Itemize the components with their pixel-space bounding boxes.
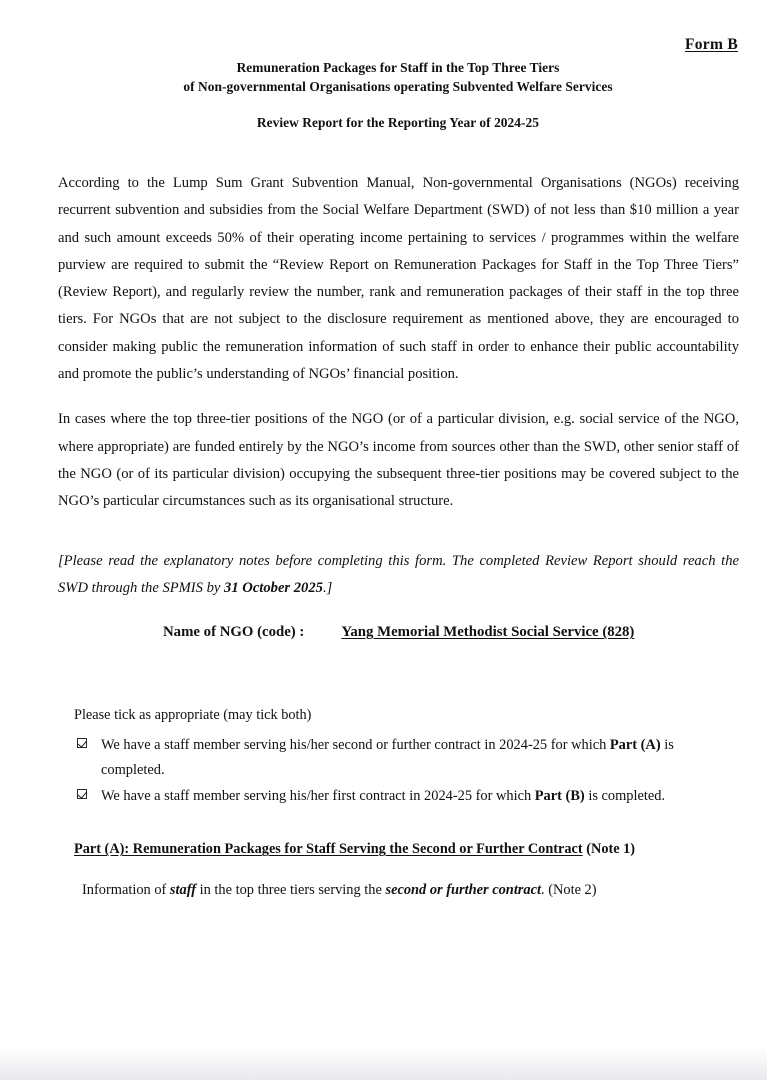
part-a-sub-after: . (Note 2) — [541, 882, 597, 899]
checkbox-part-a-icon[interactable] — [77, 738, 87, 748]
tick-item-bold: Part (A) — [609, 737, 661, 754]
ngo-name-line — [58, 624, 739, 641]
part-a-sub-emphasis-staff: staff — [169, 882, 197, 899]
document-body — [58, 170, 739, 901]
tick-item-text-before: We have a staff member serving his/her second or further contract in 2024-25 for which — [101, 737, 610, 754]
part-a-sub-emphasis-contract: second or further contract — [385, 882, 541, 899]
tick-item-text-before: We have a staff member serving his/her first contract in 2024-25 for which — [101, 787, 535, 804]
list-item — [74, 784, 711, 808]
tick-prompt: Please tick as appropriate (may tick both) — [74, 707, 312, 724]
document-title-line-2: of Non-governmental Organisations operating Subvented Welfare Services — [183, 79, 613, 94]
form-tag: Form B — [684, 36, 738, 53]
document-title-line-1: Remuneration Packages for Staff in the Top Three Tiers — [236, 60, 560, 75]
instruction-note — [58, 548, 739, 603]
instruction-note-after: .] — [322, 579, 333, 596]
document-title-block — [58, 58, 738, 96]
instruction-note-before: [Please read the explanatory notes before completing this form. The completed Review Report should reach the SWD through the SPMIS by — [58, 552, 739, 596]
intro-paragraph-1: According to the Lump Sum Grant Subvention Manual, Non-governmental Organisations (NGOs) receiving recurrent subvention and subsidies from the Social Welfare Department (SWD) of not less than $10 million a year and such amount exceeds 50% of their operating income pertaining to services / programmes within the welfare purview are required to submit the “Review Report on Remuneration Packages for Staff in the Top Three Tiers” (Review Report), and regularly review the number, rank and remuneration packages of their staff in the top three tiers. For NGOs that are not subject to the disclosure requirement as mentioned above, they are encouraged to consider making public the remuneration information of such staff in order to enhance their public accountability and promote the public’s understanding of NGOs’ financial position. — [58, 175, 739, 383]
part-a-heading-underlined: Part (A): Remuneration Packages for Staff Serving the Second or Further Contract — [74, 841, 583, 858]
intro-paragraph-2: In cases where the top three-tier positions of the NGO (or of a particular division, e.g. social service of the NGO, where appropriate) are funded entirely by the NGO’s income from sources other than the SWD, other senior staff of the NGO (or of its particular division) occupying the subsequent three-tier positions may be covered subject to the NGO’s particular circumstances such as its organisational structure. — [58, 411, 739, 510]
tick-item-bold: Part (B) — [534, 787, 585, 804]
list-item — [74, 733, 711, 782]
part-a-heading-note: (Note 1) — [582, 841, 636, 858]
part-a-sub-before: Information of — [82, 882, 170, 899]
tick-item-text-after: is completed. — [101, 737, 674, 778]
tick-list — [74, 733, 739, 808]
tick-section — [58, 703, 739, 808]
document-review-line: Review Report for the Reporting Year of 2024-25 — [256, 115, 540, 130]
instruction-note-deadline: 31 October 2025 — [224, 579, 323, 596]
part-a-subtext — [58, 879, 739, 901]
ngo-name-label: Name of NGO (code) : — [163, 624, 305, 641]
part-a-sub-middle: in the top three tiers serving the — [196, 882, 386, 899]
page-bottom-shade — [0, 1046, 767, 1080]
checkbox-part-b-icon[interactable] — [77, 789, 87, 799]
tick-item-text-after: is completed. — [584, 787, 666, 804]
ngo-name-value[interactable]: Yang Memorial Methodist Social Service (828) — [341, 624, 635, 641]
part-a-heading — [58, 838, 739, 860]
